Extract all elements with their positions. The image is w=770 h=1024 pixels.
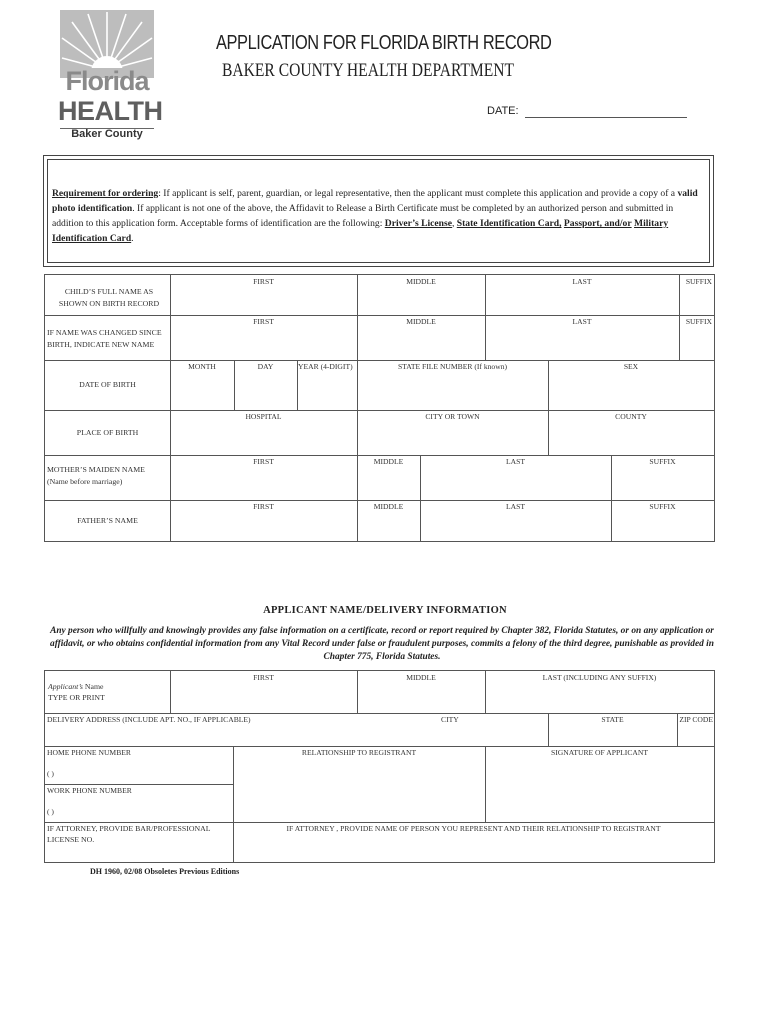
- dob-year-field[interactable]: YEAR (4-DIGIT): [297, 360, 358, 411]
- father-label: FATHER’S NAME: [77, 516, 138, 525]
- zip-code-field[interactable]: ZIP CODE: [677, 713, 714, 747]
- type-or-print-label: TYPE OR PRINT: [48, 693, 105, 702]
- dob-label: DATE OF BIRTH: [79, 380, 136, 389]
- id-drivers-license: Driver’s License: [384, 218, 452, 229]
- mother-label: MOTHER’S MAIDEN NAME: [47, 465, 145, 474]
- state-file-number-field[interactable]: STATE FILE NUMBER (If known): [357, 360, 549, 411]
- id-passport: Passport, and/or: [563, 218, 632, 229]
- child-name-label: CHILD’S FULL NAME AS SHOWN ON BIRTH RECORD: [58, 287, 160, 308]
- false-info-warning: Any person who willfully and knowingly provides any false information on a certificate, record or report required by Chapter 382, Florida Statutes, or on any application or affidavit, or who obtains confidential information from any Vital Record under false or fraudulent purposes, commits a felony of the third degree, punishable as provided in Chapter 775, Florida Statutes.: [50, 626, 714, 662]
- mother-middle-name-field[interactable]: MIDDLE: [357, 455, 421, 501]
- name-changed-label: IF NAME WAS CHANGED SINCE BIRTH, INDICATE NEW NAME: [47, 328, 162, 349]
- applicant-table: [44, 670, 715, 863]
- mother-suffix-field[interactable]: SUFFIX: [611, 455, 714, 501]
- logo-health: HEALTH: [58, 96, 163, 126]
- applicant-first-name-field[interactable]: FIRST: [170, 671, 358, 714]
- city-town-field[interactable]: CITY OR TOWN: [357, 410, 549, 456]
- home-phone-field[interactable]: HOME PHONE NUMBER ( ): [45, 746, 233, 785]
- child-first-name-field[interactable]: FIRST: [170, 275, 358, 316]
- new-last-name-field[interactable]: LAST: [485, 315, 680, 361]
- date-label: DATE:: [487, 105, 519, 117]
- florida-health-logo: [58, 10, 163, 142]
- child-last-name-field[interactable]: LAST: [485, 275, 680, 316]
- county-field[interactable]: COUNTY: [548, 410, 714, 456]
- hospital-field[interactable]: HOSPITAL: [170, 410, 358, 456]
- mother-last-name-field[interactable]: LAST: [420, 455, 612, 501]
- registrant-table: [44, 274, 715, 542]
- pob-label: PLACE OF BIRTH: [76, 428, 139, 437]
- relationship-field[interactable]: RELATIONSHIP TO REGISTRANT: [233, 746, 486, 823]
- dob-day-field[interactable]: DAY: [234, 360, 298, 411]
- state-field[interactable]: STATE: [548, 713, 678, 747]
- date-field[interactable]: [525, 117, 687, 118]
- requirement-box: [43, 155, 714, 267]
- applicant-name-label: Name: [82, 682, 104, 691]
- mother-sub-label: (Name before marriage): [47, 477, 123, 486]
- logo-florida: Florida: [65, 66, 149, 96]
- city-label: CITY: [441, 715, 459, 724]
- attorney-represent-field[interactable]: IF ATTORNEY , PROVIDE NAME OF PERSON YOU REPRESENT AND THEIR RELATIONSHIP TO REGISTRANT: [286, 824, 661, 833]
- mother-first-name-field[interactable]: FIRST: [170, 455, 358, 501]
- new-middle-name-field[interactable]: MIDDLE: [357, 315, 486, 361]
- applicant-last-name-field[interactable]: LAST (INCLUDING ANY SUFFIX): [485, 671, 714, 714]
- new-suffix-field[interactable]: SUFFIX: [679, 315, 714, 361]
- form-subtitle: BAKER COUNTY HEALTH DEPARTMENT: [222, 60, 515, 81]
- signature-field[interactable]: SIGNATURE OF APPLICANT: [485, 746, 714, 823]
- father-middle-name-field[interactable]: MIDDLE: [357, 500, 421, 541]
- id-state-card: State Identification Card,: [456, 218, 562, 229]
- requirement-heading: Requirement for ordering: [52, 188, 159, 199]
- dob-month-field[interactable]: MONTH: [170, 360, 235, 411]
- father-suffix-field[interactable]: SUFFIX: [649, 502, 676, 511]
- attorney-license-field[interactable]: IF ATTORNEY, PROVIDE BAR/PROFESSIONAL LICENSE NO.: [45, 822, 234, 862]
- id-military: Military Identification Card: [52, 218, 669, 244]
- applicant-section-title: APPLICANT NAME/DELIVERY INFORMATION: [263, 605, 507, 616]
- logo-baker-county: Baker County: [71, 128, 143, 140]
- applicant-middle-name-field[interactable]: MIDDLE: [357, 671, 486, 714]
- new-first-name-field[interactable]: FIRST: [170, 315, 358, 361]
- work-phone-field[interactable]: WORK PHONE NUMBER ( ): [47, 786, 132, 816]
- child-suffix-field[interactable]: SUFFIX: [679, 275, 714, 316]
- father-last-name-field[interactable]: LAST: [420, 500, 612, 541]
- delivery-address-field[interactable]: DELIVERY ADDRESS (INCLUDE APT. NO., IF APPLICABLE) CITY: [45, 713, 549, 747]
- sex-field[interactable]: SEX: [548, 360, 714, 411]
- father-first-name-field[interactable]: FIRST: [170, 500, 358, 541]
- child-middle-name-field[interactable]: MIDDLE: [357, 275, 486, 316]
- valid-photo-id: valid photo identification: [52, 188, 698, 214]
- form-number: DH 1960, 02/08 Obsoletes Previous Editions: [90, 867, 240, 876]
- applicant-name-italic: Applicant’s: [48, 682, 83, 691]
- requirement-text: Requirement for ordering: If applicant is self, parent, guardian, or legal representative, then the applicant must complete this application and provide a copy of a valid photo identification. If applicant is not one of the above, the Affidavit to Release a Birth Certificate must be completed by an authorized person and submitted in addition to this application form. Acceptable forms of identification are the following: Driver’s License, State Identification Card, Passport, and/or Military Identification Card.: [52, 188, 698, 244]
- form-title: APPLICATION FOR FLORIDA BIRTH RECORD: [216, 32, 552, 54]
